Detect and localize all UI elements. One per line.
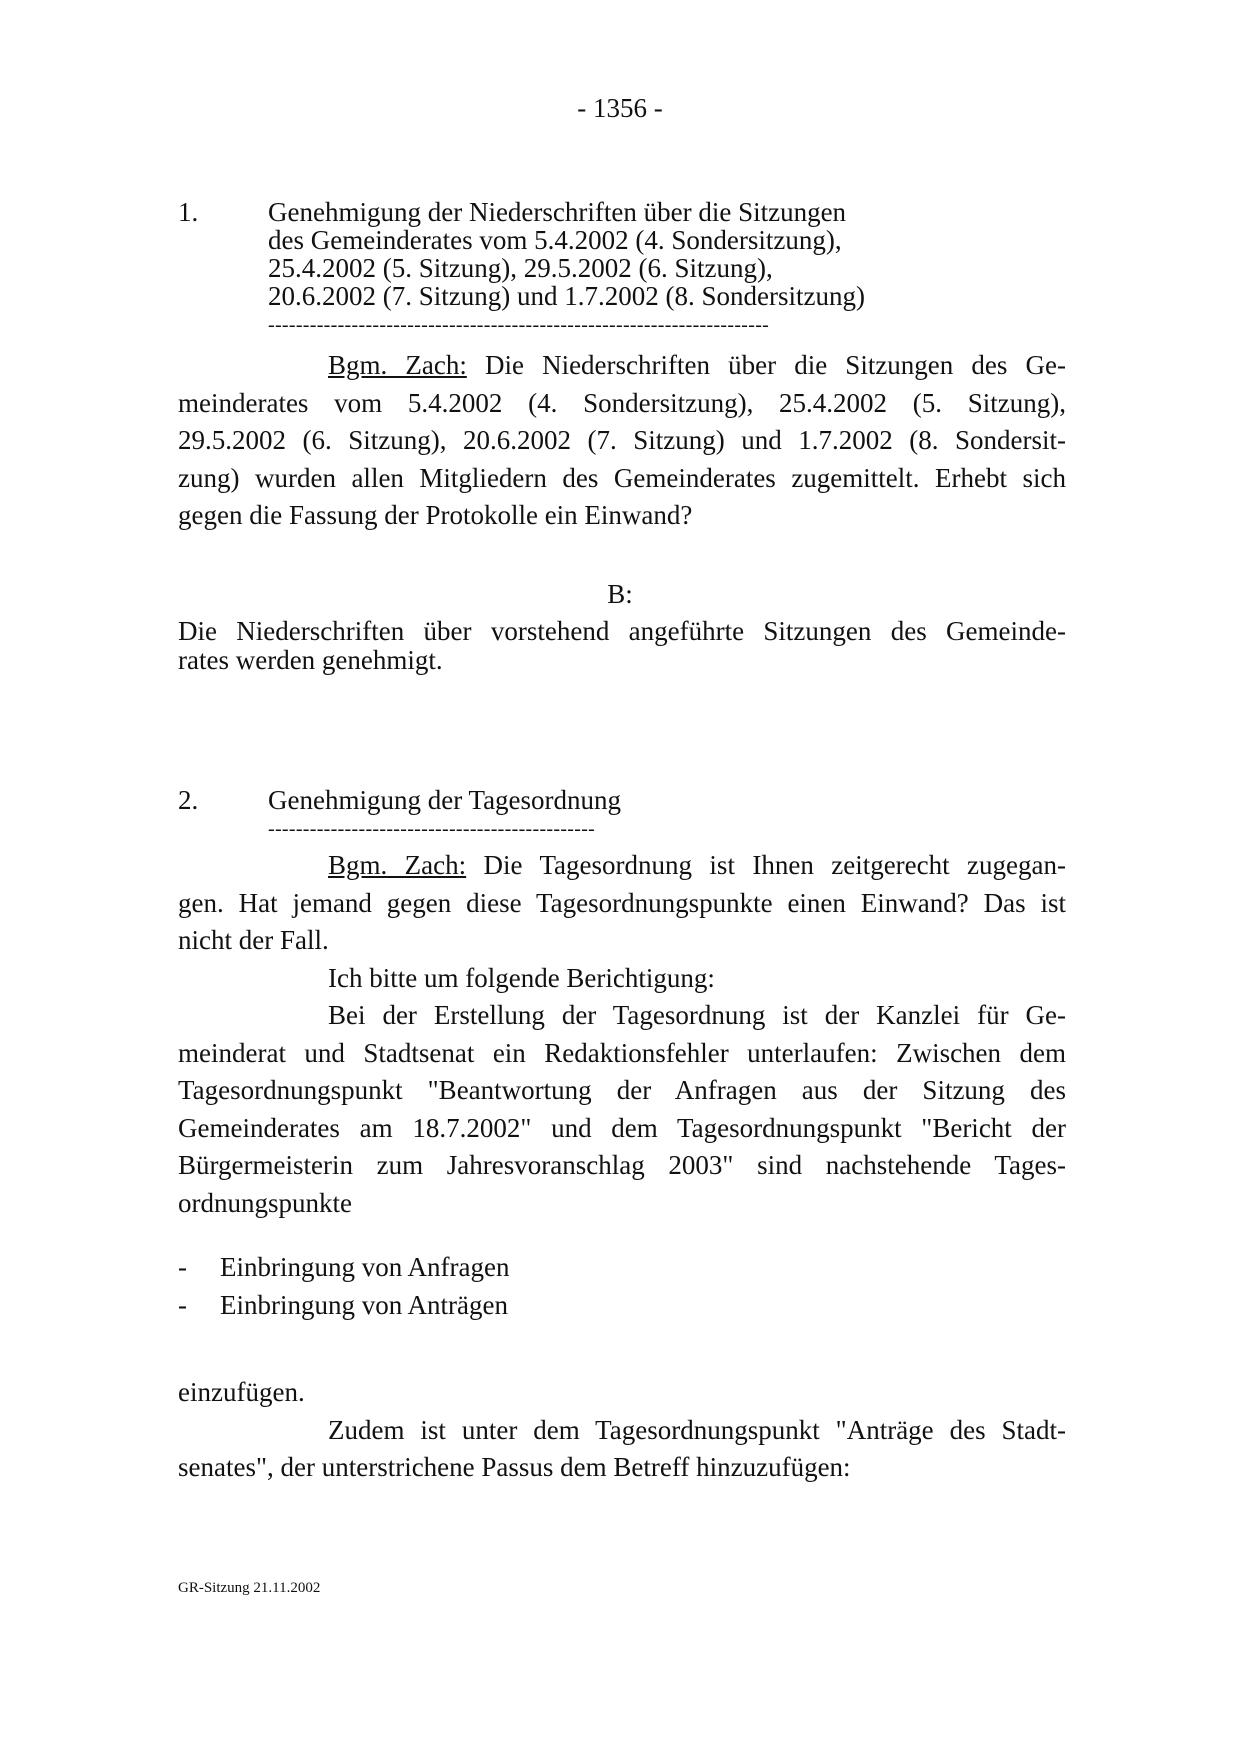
page-number: - 1356 - — [577, 93, 663, 123]
decision-label: B: — [607, 579, 633, 609]
decision-line: rates werden genehmigt. — [178, 645, 443, 675]
paragraph-line: ordnungspunkte — [178, 1187, 352, 1218]
list-item — [178, 1286, 1066, 1324]
item-title-line: des Gemeinderates vom 5.4.2002 (4. Sondersitzung), — [268, 225, 842, 255]
paragraph-line: meinderat und Stadtsenat ein Redaktionsfehler unterlaufen: Zwischen dem — [178, 1037, 1066, 1068]
list-item — [178, 1248, 1066, 1286]
mayor-statement — [178, 347, 1066, 535]
bullet-list — [178, 1248, 1066, 1324]
paragraph-line: gen. Hat jemand gegen diese Tagesordnungspunkte einen Einwand? Das ist — [178, 887, 1066, 918]
paragraph-line — [178, 347, 1066, 385]
paragraph-line: nicht der Fall. — [178, 925, 329, 955]
item-number: 1. — [178, 197, 199, 227]
paragraph-line: zung) wurden allen Mitgliedern des Gemeinderates zugemittelt. Erhebt sich — [178, 462, 1066, 493]
mayor-statement — [178, 847, 1066, 1222]
item-title: Genehmigung der Tagesordnung — [268, 785, 622, 815]
item-title-line: 25.4.2002 (5. Sitzung), 29.5.2002 (6. Sitzung), — [268, 253, 773, 283]
decision-text — [178, 617, 1066, 675]
list-item-text: Einbringung von Anfragen — [220, 1252, 510, 1282]
paragraph-line: 29.5.2002 (6. Sitzung), 20.6.2002 (7. Sitzung) und 1.7.2002 (8. Sondersit- — [178, 425, 1066, 455]
request-line: Ich bitte um folgende Berichtigung: — [328, 962, 715, 993]
paragraph-text: Die Tagesordnung ist Ihnen zeitgerecht zugegan- — [483, 850, 1066, 880]
paragraph-line: meinderates vom 5.4.2002 (4. Sondersitzung), 25.4.2002 (5. Sitzung), — [178, 387, 1066, 418]
bullet-marker: - — [178, 1290, 187, 1320]
closing-paragraph — [178, 1374, 1066, 1487]
item-title — [268, 198, 865, 310]
paragraph-line: Zudem ist unter dem Tagesordnungspunkt "Anträge des Stadt- — [328, 1414, 1066, 1445]
paragraph-line: gegen die Fassung der Protokolle ein Einwand? — [178, 500, 693, 530]
item-number: 2. — [178, 785, 199, 815]
title-underline: ----------------------------------------------- — [268, 818, 596, 840]
paragraph-line: senates", der unterstrichene Passus dem Betreff hinzuzufügen: — [178, 1452, 851, 1482]
bullet-marker: - — [178, 1252, 187, 1282]
title-underline: ------------------------------------------------------------------------ — [268, 314, 770, 336]
paragraph-text: Die Niederschriften über die Sitzungen des Ge- — [484, 350, 1066, 380]
item-title-line: 20.6.2002 (7. Sitzung) und 1.7.2002 (8. Sondersitzung) — [268, 281, 865, 311]
decision-line: Die Niederschriften über vorstehend angeführte Sitzungen des Gemeinde- — [178, 616, 1066, 646]
list-item-text: Einbringung von Anträgen — [220, 1290, 508, 1320]
speaker-label: Bgm. Zach: — [328, 350, 467, 380]
item-title-line: Genehmigung der Niederschriften über die Sitzungen — [268, 197, 847, 227]
paragraph-line: Bei der Erstellung der Tagesordnung ist der Kanzlei für Ge- — [328, 1000, 1066, 1030]
speaker-label: Bgm. Zach: — [328, 850, 467, 880]
paragraph-line: Tagesordnungspunkt "Beantwortung der Anfragen aus der Sitzung des — [178, 1075, 1066, 1105]
footer: GR-Sitzung 21.11.2002 — [178, 1580, 321, 1596]
paragraph-line: einzufügen. — [178, 1377, 305, 1407]
paragraph-line: Bürgermeisterin zum Jahresvoranschlag 2003" sind nachstehende Tages- — [178, 1150, 1066, 1180]
paragraph-line — [178, 847, 1066, 885]
paragraph-line: Gemeinderates am 18.7.2002" und dem Tagesordnungspunkt "Bericht der — [178, 1112, 1066, 1143]
